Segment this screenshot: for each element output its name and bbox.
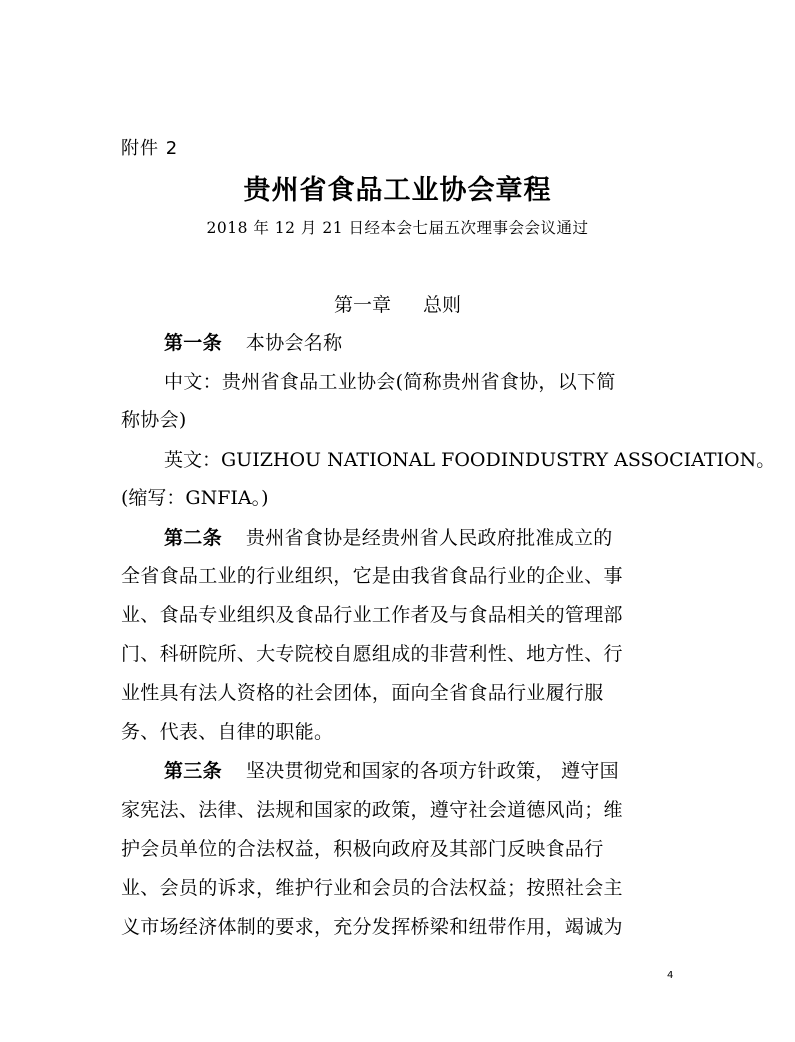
article-2-heading: 第二条 xyxy=(164,527,222,549)
attachment-label: 附件 2 xyxy=(121,138,179,159)
article-3-line-4: 业、会员的诉求，维护行业和会员的合法权益；按照社会主 xyxy=(121,877,623,899)
chapter-name: 总则 xyxy=(423,294,462,316)
article-3-line-3: 护会员单位的合法权益，积极向政府及其部门反映食品行 xyxy=(121,838,604,860)
page-number: 4 xyxy=(667,970,674,981)
article-2-text: 贵州省食协是经贵州省人民政府批准成立的 xyxy=(245,527,613,549)
english-name-line-1: 英文：GUIZHOU NATIONAL FOODINDUSTRY ASSOCIATION。 xyxy=(164,449,776,471)
article-3-heading: 第三条 xyxy=(164,760,222,782)
article-2-line-6: 务、代表、自律的职能。 xyxy=(121,721,334,743)
document-title: 贵州省食品工业协会章程 xyxy=(243,175,552,206)
article-3-line-1 xyxy=(164,756,619,783)
article-2-line-1 xyxy=(164,523,613,550)
article-2-line-3: 业、食品专业组织及食品行业工作者及与食品相关的管理部 xyxy=(121,604,623,626)
article-2-line-5: 业性具有法人资格的社会团体，面向全省食品行业履行服 xyxy=(121,682,604,704)
article-2-line-2: 全省食品工业的行业组织，它是由我省食品行业的企业、事 xyxy=(121,565,623,587)
chinese-name-line-2: 称协会) xyxy=(121,409,187,431)
chapter-number: 第一章 xyxy=(333,294,391,316)
article-1 xyxy=(164,328,342,355)
approval-note: 2018 年 12 月 21 日经本会七届五次理事会会议通过 xyxy=(206,219,589,237)
english-name-line-2: (缩写：GNFIA。) xyxy=(121,487,269,509)
article-1-heading: 第一条 xyxy=(164,332,222,354)
chapter-heading xyxy=(0,290,795,317)
article-3-line-2: 家宪法、法律、法规和国家的政策，遵守社会道德风尚；维 xyxy=(121,799,623,821)
chinese-name-line-1: 中文：贵州省食品工业协会(简称贵州省食协，以下简 xyxy=(164,371,616,393)
article-3-text: 坚决贯彻党和国家的各项方针政策， 遵守国 xyxy=(245,760,619,782)
article-1-text: 本协会名称 xyxy=(245,332,343,354)
article-3-line-5: 义市场经济体制的要求，充分发挥桥梁和纽带作用，竭诚为 xyxy=(121,916,623,938)
article-2-line-4: 门、科研院所、大专院校自愿组成的非营利性、地方性、行 xyxy=(121,643,623,665)
